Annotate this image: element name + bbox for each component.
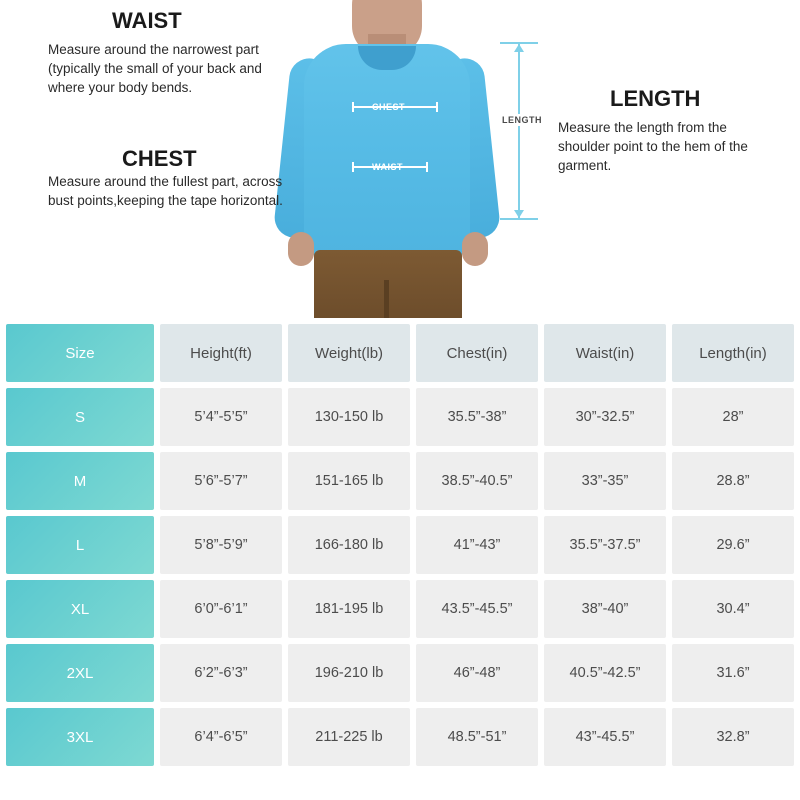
length-section-body: Measure the length from the shoulder point to the hem of the garment. [558,120,748,173]
table-header-cell: Height(ft) [160,324,282,382]
chest-section-body: Measure around the fullest part, across bust points,keeping the tape horizontal. [48,174,283,208]
size-guide-illustration [0,0,800,318]
table-row [6,516,794,574]
length-measure-bracket [518,42,520,220]
table-cell: 5’6”-5’7” [160,452,282,510]
size-label-cell: XL [6,580,154,638]
waist-measure-label: WAIST [372,162,403,172]
model-hand-right [462,232,488,266]
waist-section-body: Measure around the narrowest part (typically the small of your back and where your body bends. [48,42,262,95]
table-cell: 38.5”-40.5” [416,452,538,510]
table-cell: 43”-45.5” [544,708,666,766]
table-body [6,388,794,766]
table-cell: 5’4”-5’5” [160,388,282,446]
table-cell: 38”-40” [544,580,666,638]
table-row [6,388,794,446]
length-arrow-up-icon [514,44,524,52]
table-cell: 30.4” [672,580,794,638]
size-chart-table [0,318,800,772]
table-cell: 32.8” [672,708,794,766]
table-cell: 6’0”-6’1” [160,580,282,638]
table-row [6,644,794,702]
table-cell: 43.5”-45.5” [416,580,538,638]
table-header-cell: Chest(in) [416,324,538,382]
table-cell: 35.5”-38” [416,388,538,446]
size-label-cell: 3XL [6,708,154,766]
model-shorts [314,250,462,318]
table-cell: 31.6” [672,644,794,702]
table-header [6,324,794,382]
chest-section-title: CHEST [122,146,197,171]
table-cell: 6’2”-6’3” [160,644,282,702]
waist-section-title: WAIST [112,8,182,33]
table-cell: 30”-32.5” [544,388,666,446]
table-cell: 6’4”-6’5” [160,708,282,766]
table-header-cell: Length(in) [672,324,794,382]
length-measure-label: LENGTH [502,115,542,125]
model-figure-illustration [276,0,498,318]
table-cell: 33”-35” [544,452,666,510]
table-cell: 40.5”-42.5” [544,644,666,702]
table-header-cell: Waist(in) [544,324,666,382]
length-bracket-cap-bottom [500,218,538,220]
table-cell: 166-180 lb [288,516,410,574]
table-cell: 29.6” [672,516,794,574]
size-label-cell: 2XL [6,644,154,702]
size-chart-table-wrapper [0,318,800,772]
table-cell: 46”-48” [416,644,538,702]
table-cell: 48.5”-51” [416,708,538,766]
table-cell: 196-210 lb [288,644,410,702]
table-header-cell: Size [6,324,154,382]
size-label-cell: L [6,516,154,574]
table-cell: 211-225 lb [288,708,410,766]
table-header-row [6,324,794,382]
shirt-body [304,44,470,256]
table-cell: 28.8” [672,452,794,510]
table-cell: 151-165 lb [288,452,410,510]
model-hand-left [288,232,314,266]
size-label-cell: M [6,452,154,510]
chest-measure-label: CHEST [372,102,406,112]
table-cell: 35.5”-37.5” [544,516,666,574]
table-header-cell: Weight(lb) [288,324,410,382]
table-cell: 41”-43” [416,516,538,574]
table-cell: 5’8”-5’9” [160,516,282,574]
table-cell: 130-150 lb [288,388,410,446]
size-label-cell: S [6,388,154,446]
length-section-title: LENGTH [610,86,701,111]
table-cell: 181-195 lb [288,580,410,638]
table-row [6,580,794,638]
table-cell: 28” [672,388,794,446]
table-row [6,452,794,510]
table-row [6,708,794,766]
length-arrow-down-icon [514,210,524,218]
